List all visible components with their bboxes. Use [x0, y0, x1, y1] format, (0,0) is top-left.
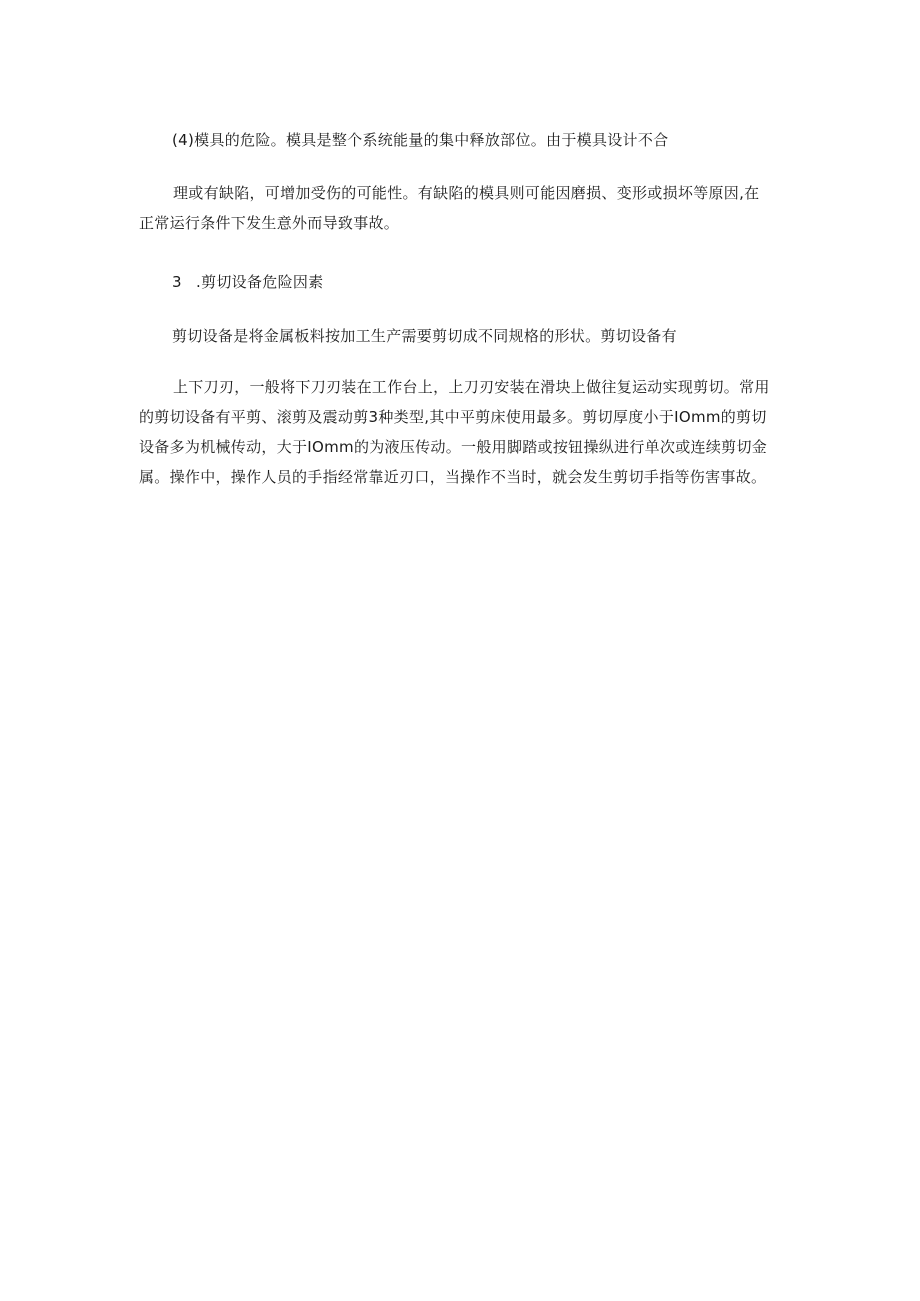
paragraph-line: 的剪切设备有平剪、滚剪及震动剪3种类型,其中平剪床使用最多。剪切厚度小于IOmm的剪切 [139, 408, 767, 426]
paragraph-line: 上下刀刃，一般将下刀刃装在工作台上，上刀刃安装在滑块上做往复运动实现剪切。常用 [173, 378, 770, 396]
paragraph-die-hazard [172, 130, 668, 150]
paragraph-line: 设备多为机械传动，大于IOmm的为液压传动。一般用脚踏或按钮操纵进行单次或连续剪切金 [139, 438, 768, 456]
section-title: .剪切设备危险因素 [196, 273, 324, 291]
section-number: 3 [172, 273, 182, 291]
paragraph-line: 正常运行条件下发生意外而导致事故。 [139, 214, 400, 232]
paragraph-die-defect [139, 178, 759, 238]
paragraph-shear-detail [139, 372, 770, 492]
paragraph-line: 剪切设备是将金属板料按加工生产需要剪切成不同规格的形状。剪切设备有 [172, 327, 677, 345]
paragraph-shear-intro [172, 326, 677, 346]
section-heading [172, 272, 323, 292]
paragraph-line: (4)模具的危险。模具是整个系统能量的集中释放部位。由于模具设计不合 [172, 131, 669, 149]
paragraph-line: 属。操作中，操作人员的手指经常靠近刃口，当操作不当时，就会发生剪切手指等伤害事故。 [139, 468, 767, 486]
paragraph-line: 理或有缺陷，可增加受伤的可能性。有缺陷的模具则可能因磨损、变形或损坏等原因,在 [173, 184, 760, 202]
